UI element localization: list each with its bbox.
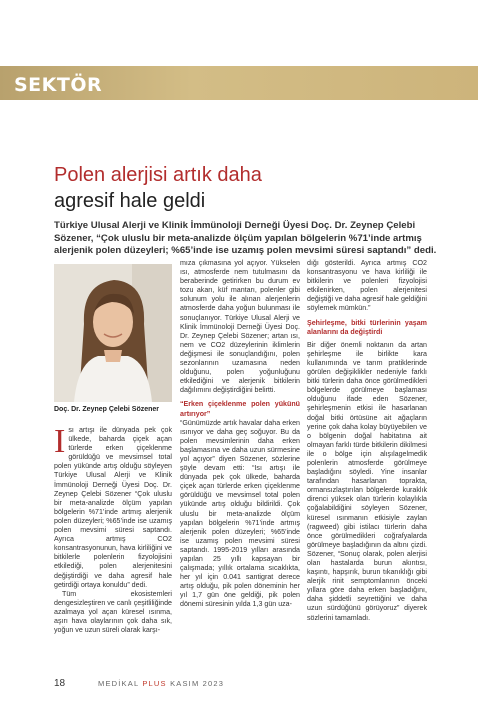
column-1-paragraph-1 — [54, 423, 172, 590]
section-label: SEKTÖR — [14, 74, 103, 96]
column-3-subheading: Şehirleşme, bitki türlerinin yaşam alanlarını da değiştirdi — [307, 318, 427, 336]
article-title-line1: Polen alerjisi artık daha — [54, 164, 262, 186]
column-2 — [180, 259, 300, 610]
column-1 — [54, 423, 172, 635]
article-title-line2: agresif hale geldi — [54, 190, 206, 212]
column-3-paragraph-2: Bir diğer önemli noktanın da artan şehirleşme ile birlikte kara kullanımında ve tarım pratiklerinde görülen değişiklikler nedeniyle farklı bitki türlerin daha önce görülmedikleri bölgelerde görülmeye başlaması olduğunu ifade eden Sözener, şehirleşmenin etkisi ile hasarlanan doğal bitki örtüsüne ait ağaçların yerine çok daha kolay büyüyebilen ve o bölgenin doğal habitatına ait olmayan farklı türde bitkilerin dikilmesi ile o bölge için alışılagelmedik polenlerin atmosferde görülmeye başladığını söyledi. Yine insanlar tarafından hasarlanan toprakta, ormansızlaştırılan bölgelerde kuraklık direnci yüksek olan türlerin kolaylıkla çoğalabildiğini söyleyen Sözener, küresel ısınmanın etkisiyle zaylan (ragweed) gibi istilacı türlerin daha önce görülmedikleri coğrafyalarda görülmeye başladığının da altını çizdi. Sözener, “Sonuç olarak, polen alerjisi olan hastalarda burun akıntısı, kaşıntı, hapşırık, burun tıkanıklığı gibi alerjik rinit semptomlarının önceki yıllara göre daha erken başladığını, daha şiddetli seyrettiğini ve daha uzun sürdüğünü görüyoruz” diyerek sözlerini tamamladı. — [307, 340, 427, 622]
photo-caption: Doç. Dr. Zeynep Çelebi Sözener — [54, 406, 160, 413]
drop-cap: I — [54, 423, 66, 460]
column-1-text-1: sı artışı ile dünyada pek çok ülkede, baharda çiçek açan türlerde erken çiçeklenme görüldüğü ve mevsimsel total polen yükünde artış olduğu söyleyen Türkiye Ulusal Alerji ve Klinik İmmünoloji Derneği Üyesi Doç. Dr. Zeynep Çelebi Sözener “Çok uluslu bir meta-analizde ölçüm yapılan bölgelerin %71’inde artmış alerjenik polen düzeyleri; %65’inde ise uzamış polen mevsimi süresi saptandı. Ayrıca artmış CO2 konsantrasyonunun, hava kirliliğini ve bitkilerle polenlerin fizyolojisini etkilediği, polen alerjenitesini değiştirdiği ve daha agresif hale getirdiği ortaya konuldu” dedi. — [54, 426, 172, 589]
column-1-paragraph-2: Tüm ekosistemleri dengesizleştiren ve canlı çeşitliliğinde azalmaya yol açan küresel ısınma, aşırı hava olaylarının çok daha sık, yoğun ve uzun süreli olarak karşı- — [54, 589, 172, 635]
magazine-plus: PLUS — [142, 679, 167, 688]
issue-date: KASIM 2023 — [170, 679, 225, 688]
page-number: 18 — [54, 678, 66, 689]
portrait-illustration — [54, 264, 172, 402]
column-2-paragraph-1: mıza çıkmasına yol açıyor. Yükselen ısı, atmosferde nem tutulmasını da beraberinde getirirken bu durum ev tozu akarı, küf mantarı, polenler gibi solunum yolu ile alınan alerjenlerin atmosferde daha yoğun bulunması ile sonuçlanıyor. Türkiye Ulusal Alerji ve Klinik İmmünoloji Derneği Üyesi Doç. Dr. Zeynep Çelebi Sözener; artan ısı, nem ve CO2 düzeylerinin iklimlerin değişmesi ile sonuçlandığını, polen sezonlarının uzamasına neden olduğunu, polen yoğunluğunu etkilediğini ve alerjenik bitkilerin dağılımını değiştirdiğini belirtti. — [180, 259, 300, 395]
magazine-name: MEDİKAL — [98, 679, 140, 688]
article-lead: Türkiye Ulusal Alerji ve Klinik İmmünoloji Derneği Üyesi Doç. Dr. Zeynep Çelebi Sözener, “Çok uluslu bir meta-analizde ölçüm yapılan bölgelerin %71’inde artmış alerjenik polen düzeyleri; %65’inde ise uzamış polen mevsimi süresi saptandı” dedi. — [54, 220, 437, 257]
author-photo — [54, 264, 172, 402]
column-2-paragraph-2: “Günümüzde artık havalar daha erken ısınıyor ve daha geç soğuyor. Bu da polen mevsimlerinin daha erken başlamasına ve daha uzun sürmesine yol açıyor” diyen Sözener, sözlerine şöyle devam etti: “Isı artışı ile dünyada pek çok ülkede, baharda çiçek açan türlerde erken çiçeklenme görüldüğü ve mevsimsel total polen yükünde artış olduğu bildirildi. Çok uluslu bir meta-analizde ölçüm yapılan bölgelerin %71’inde artmış alerjenik polen düzeyleri; %65’inde ise uzamış polen mevsimi süresi saptandı. 1995-2019 yılları arasında yapılan 25 yıllı kapsayan bir çalışmada; yıllık ortalama sıcaklıkta, her yıl için 0.041 santigrat derece artış olduğu, pik polen döneminin her yıl 1,7 gün öne geldiği, pik polen dönemi süresinin yılda 1,3 gün uza- — [180, 418, 300, 609]
column-3 — [307, 259, 427, 623]
magazine-footer — [98, 679, 224, 688]
column-3-paragraph-1: dığı gösterildi. Ayrıca artmış CO2 konsantrasyonu ve hava kirliliği ile bitkilerin ve polenleri fizyolojisi etkilenirken, polen alerjenitesi değiştiği ve daha agresif hale geldiğini söylemek mümkün.” — [307, 259, 427, 313]
column-2-subheading: “Erken çiçeklenme polen yükünü artırıyor” — [180, 400, 300, 418]
